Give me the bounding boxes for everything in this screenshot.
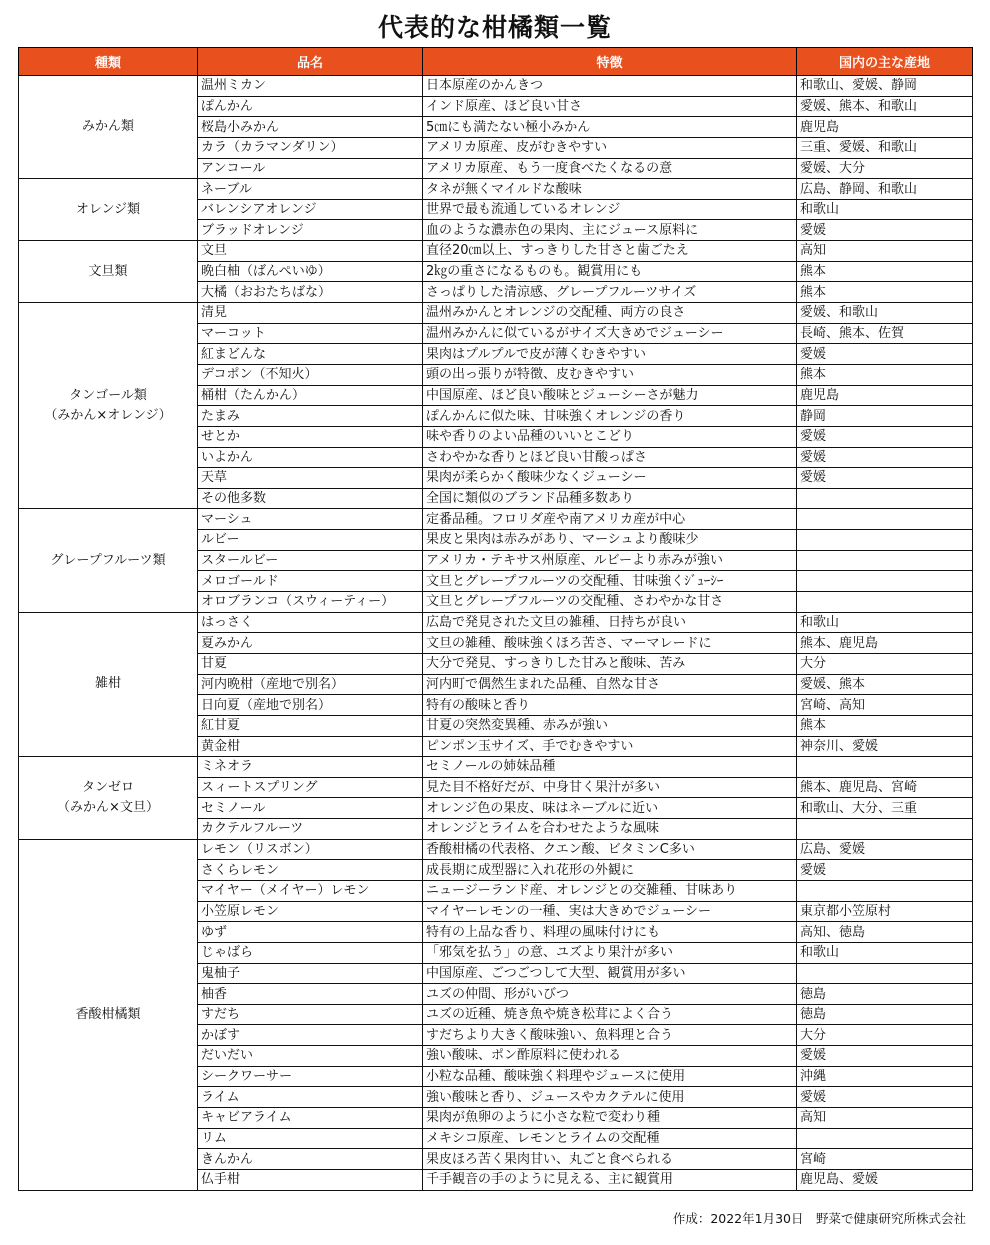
variety-cell: はっさく (198, 612, 423, 633)
header-features: 特徴 (423, 48, 797, 76)
variety-cell: キャビアライム (198, 1108, 423, 1129)
origin-cell: 愛媛 (797, 426, 973, 447)
origin-cell: 徳島 (797, 1004, 973, 1025)
category-cell (19, 303, 198, 509)
feature-cell: 特有の上品な香り、料理の風味付けにも (423, 922, 797, 943)
feature-cell: インド原産、ほど良い甘さ (423, 96, 797, 117)
origin-cell: 熊本 (797, 261, 973, 282)
variety-cell: 温州ミカン (198, 76, 423, 97)
category-name: 文旦類 (88, 263, 128, 279)
variety-cell: 柚香 (198, 984, 423, 1005)
category-cell (19, 839, 198, 1190)
variety-cell: 小笠原レモン (198, 901, 423, 922)
origin-cell: 和歌山 (797, 942, 973, 963)
variety-cell: ゆず (198, 922, 423, 943)
origin-cell: 高知 (797, 1108, 973, 1129)
feature-cell: 5㎝にも満たない極小みかん (423, 117, 797, 138)
header-type: 種類 (19, 48, 198, 76)
category-name: 香酸柑橘類 (75, 1006, 141, 1022)
category-cell (19, 76, 198, 179)
variety-cell: すだち (198, 1004, 423, 1025)
category-name: グレープフルーツ類 (50, 552, 166, 568)
feature-cell: ニュージーランド産、オレンジとの交雑種、甘味あり (423, 880, 797, 901)
origin-cell: 徳島 (797, 984, 973, 1005)
variety-cell: レモン（リスボン） (198, 839, 423, 860)
feature-cell: 大分で発見、すっきりした甘みと酸味、苦み (423, 653, 797, 674)
feature-cell: 温州みかんとオレンジの交配種、両方の良さ (423, 303, 797, 324)
variety-cell: デコポン（不知火） (198, 364, 423, 385)
origin-cell: 大分 (797, 653, 973, 674)
feature-cell: 香酸柑橘の代表格、クエン酸、ビタミンC多い (423, 839, 797, 860)
variety-cell: 鬼柚子 (198, 963, 423, 984)
origin-cell (797, 757, 973, 778)
variety-cell: 紅甘夏 (198, 715, 423, 736)
variety-cell: きんかん (198, 1149, 423, 1170)
variety-cell: ネーブル (198, 179, 423, 200)
origin-cell: 和歌山、大分、三重 (797, 798, 973, 819)
feature-cell: 強い酸味と香り、ジュースやカクテルに使用 (423, 1087, 797, 1108)
variety-cell: ルビー (198, 530, 423, 551)
feature-cell: アメリカ原産、もう一度食べたくなるの意 (423, 158, 797, 179)
feature-cell: 頭の出っ張りが特徴、皮むきやすい (423, 364, 797, 385)
variety-cell: マイヤー（メイヤー）レモン (198, 880, 423, 901)
variety-cell: 大橘（おおたちばな） (198, 282, 423, 303)
variety-cell: じゃばら (198, 942, 423, 963)
category-name: みかん類 (81, 119, 134, 135)
table-row (19, 612, 973, 633)
feature-cell: 甘夏の突然変異種、赤みが強い (423, 715, 797, 736)
variety-cell: 夏みかん (198, 633, 423, 654)
origin-cell: 沖縄 (797, 1066, 973, 1087)
feature-cell: さっぱりした清涼感、グレープフルーツサイズ (423, 282, 797, 303)
variety-cell: いよかん (198, 447, 423, 468)
variety-cell: 天草 (198, 468, 423, 489)
category-name: オレンジ類 (75, 201, 141, 217)
feature-cell: 強い酸味、ポン酢原料に使われる (423, 1046, 797, 1067)
variety-cell: 紅まどんな (198, 344, 423, 365)
origin-cell: 長崎、熊本、佐賀 (797, 323, 973, 344)
feature-cell: 千手観音の手のように見える、主に観賞用 (423, 1169, 797, 1190)
variety-cell: 桶柑（たんかん） (198, 385, 423, 406)
variety-cell: ライム (198, 1087, 423, 1108)
feature-cell: 温州みかんに似ているがサイズ大きめでジューシー (423, 323, 797, 344)
origin-cell: 熊本、鹿児島 (797, 633, 973, 654)
header-variety: 品名 (198, 48, 423, 76)
origin-cell: 広島、愛媛 (797, 839, 973, 860)
variety-cell: 文旦 (198, 241, 423, 262)
category-cell (19, 612, 198, 756)
variety-cell: 桜島小みかん (198, 117, 423, 138)
variety-cell: マーシュ (198, 509, 423, 530)
feature-cell: オレンジ色の果皮、味はネーブルに近い (423, 798, 797, 819)
category-name: タンゴール類 (69, 387, 147, 403)
feature-cell: ユズの仲間、形がいびつ (423, 984, 797, 1005)
origin-cell: 愛媛、熊本 (797, 674, 973, 695)
origin-cell: 愛媛 (797, 447, 973, 468)
feature-cell: アメリカ原産、皮がむきやすい (423, 137, 797, 158)
feature-cell: ピンポン玉サイズ、手でむきやすい (423, 736, 797, 757)
feature-cell: オレンジとライムを合わせたような風味 (423, 819, 797, 840)
variety-cell: 日向夏（産地で別名） (198, 695, 423, 716)
feature-cell: 日本原産のかんきつ (423, 76, 797, 97)
citrus-table (18, 47, 973, 1191)
variety-cell: バレンシアオレンジ (198, 199, 423, 220)
feature-cell: 文旦とグレープフルーツの交配種、さわやかな甘さ (423, 592, 797, 613)
origin-cell: 和歌山 (797, 612, 973, 633)
variety-cell: ぽんかん (198, 96, 423, 117)
origin-cell: 宮崎、高知 (797, 695, 973, 716)
category-cell (19, 757, 198, 840)
feature-cell: 果肉が柔らかく酸味少なくジューシー (423, 468, 797, 489)
variety-cell: オロブランコ（スウィーティー） (198, 592, 423, 613)
category-cell (19, 179, 198, 241)
category-name: 雑柑 (94, 676, 121, 692)
feature-cell: セミノールの姉妹品種 (423, 757, 797, 778)
feature-cell: 成長期に成型器に入れ花形の外観に (423, 860, 797, 881)
origin-cell: 熊本 (797, 364, 973, 385)
origin-cell: 和歌山、愛媛、静岡 (797, 76, 973, 97)
variety-cell: 黄金柑 (198, 736, 423, 757)
variety-cell: カクテルフルーツ (198, 819, 423, 840)
variety-cell: その他多数 (198, 488, 423, 509)
variety-cell: たまみ (198, 406, 423, 427)
origin-cell: 鹿児島 (797, 385, 973, 406)
feature-cell: 文旦の雑種、酸味強くほろ苦さ、マーマレードに (423, 633, 797, 654)
variety-cell: 仏手柑 (198, 1169, 423, 1190)
feature-cell: 全国に類似のブランド品種多数あり (423, 488, 797, 509)
origin-cell: 熊本 (797, 715, 973, 736)
feature-cell: 小粒な品種、酸味強く料理やジュースに使用 (423, 1066, 797, 1087)
origin-cell (797, 488, 973, 509)
table-row (19, 303, 973, 324)
variety-cell: スタールビー (198, 550, 423, 571)
feature-cell: 広島で発見された文旦の雑種、日持ちが良い (423, 612, 797, 633)
table-header-row (19, 48, 973, 76)
origin-cell: 三重、愛媛、和歌山 (797, 137, 973, 158)
origin-cell (797, 819, 973, 840)
variety-cell: かぼす (198, 1025, 423, 1046)
feature-cell: メキシコ原産、レモンとライムの交配種 (423, 1128, 797, 1149)
feature-cell: ユズの近種、焼き魚や焼き松茸によく合う (423, 1004, 797, 1025)
category-name: （みかん×オレンジ） (44, 407, 172, 423)
origin-cell: 熊本、鹿児島、宮崎 (797, 777, 973, 798)
origin-cell: 広島、静岡、和歌山 (797, 179, 973, 200)
origin-cell: 鹿児島 (797, 117, 973, 138)
feature-cell: 中国原産、ごつごつして大型、観賞用が多い (423, 963, 797, 984)
feature-cell: タネが無くマイルドな酸味 (423, 179, 797, 200)
header-origin: 国内の主な産地 (797, 48, 973, 76)
feature-cell: 特有の酸味と香り (423, 695, 797, 716)
origin-cell (797, 509, 973, 530)
variety-cell: だいだい (198, 1046, 423, 1067)
origin-cell: 愛媛、和歌山 (797, 303, 973, 324)
variety-cell: アンコール (198, 158, 423, 179)
origin-cell: 愛媛、大分 (797, 158, 973, 179)
origin-cell: 愛媛 (797, 1087, 973, 1108)
origin-cell: 愛媛、熊本、和歌山 (797, 96, 973, 117)
feature-cell: 血のような濃赤色の果肉、主にジュース原料に (423, 220, 797, 241)
origin-cell: 和歌山 (797, 199, 973, 220)
footer-credit: 作成：2022年1月30日 野菜で健康研究所株式会社 (672, 1211, 966, 1226)
origin-cell (797, 963, 973, 984)
variety-cell: ブラッドオレンジ (198, 220, 423, 241)
origin-cell: 神奈川、愛媛 (797, 736, 973, 757)
feature-cell: ぽんかんに似た味、甘味強くオレンジの香り (423, 406, 797, 427)
variety-cell: ミネオラ (198, 757, 423, 778)
page-title: 代表的な柑橘類一覧 (377, 13, 612, 42)
table-row (19, 509, 973, 530)
category-name: タンゼロ (81, 779, 134, 795)
variety-cell: カラ（カラマンダリン） (198, 137, 423, 158)
feature-cell: 中国原産、ほど良い酸味とジューシーさが魅力 (423, 385, 797, 406)
variety-cell: リム (198, 1128, 423, 1149)
origin-cell: 宮崎 (797, 1149, 973, 1170)
feature-cell: さわやかな香りとほど良い甘酸っぱさ (423, 447, 797, 468)
category-cell (19, 241, 198, 303)
table-row (19, 839, 973, 860)
feature-cell: 2㎏の重さになるものも。観賞用にも (423, 261, 797, 282)
origin-cell: 愛媛 (797, 468, 973, 489)
variety-cell: せとか (198, 426, 423, 447)
feature-cell: 河内町で偶然生まれた品種、自然な甘さ (423, 674, 797, 695)
category-cell (19, 509, 198, 612)
origin-cell: 大分 (797, 1025, 973, 1046)
origin-cell: 愛媛 (797, 860, 973, 881)
feature-cell: アメリカ・テキサス州原産、ルビーより赤みが強い (423, 550, 797, 571)
variety-cell: 清見 (198, 303, 423, 324)
feature-cell: すだちより大きく酸味強い、魚料理と合う (423, 1025, 797, 1046)
origin-cell: 熊本 (797, 282, 973, 303)
origin-cell (797, 530, 973, 551)
feature-cell: 味や香りのよい品種のいいとこどり (423, 426, 797, 447)
origin-cell (797, 571, 973, 592)
origin-cell (797, 1128, 973, 1149)
feature-cell: 世界で最も流通しているオレンジ (423, 199, 797, 220)
variety-cell: 甘夏 (198, 653, 423, 674)
origin-cell: 静岡 (797, 406, 973, 427)
table-body (19, 76, 973, 1191)
origin-cell (797, 550, 973, 571)
origin-cell: 愛媛 (797, 1046, 973, 1067)
feature-cell: 果皮ほろ苦く果肉甘い、丸ごと食べられる (423, 1149, 797, 1170)
feature-cell: 果皮と果肉は赤みがあり、マーシュより酸味少 (423, 530, 797, 551)
category-name: （みかん×文旦） (57, 799, 159, 815)
variety-cell: スィートスプリング (198, 777, 423, 798)
variety-cell: さくらレモン (198, 860, 423, 881)
variety-cell: シークワーサー (198, 1066, 423, 1087)
origin-cell: 愛媛 (797, 220, 973, 241)
feature-cell: 見た目不格好だが、中身甘く果汁が多い (423, 777, 797, 798)
table-row (19, 241, 973, 262)
table-row (19, 757, 973, 778)
variety-cell: セミノール (198, 798, 423, 819)
feature-cell: 果肉はプルプルで皮が薄くむきやすい (423, 344, 797, 365)
variety-cell: メロゴールド (198, 571, 423, 592)
origin-cell (797, 592, 973, 613)
variety-cell: 晩白柚（ばんぺいゆ） (198, 261, 423, 282)
variety-cell: 河内晩柑（産地で別名） (198, 674, 423, 695)
feature-cell: マイヤーレモンの一種、実は大きめでジューシー (423, 901, 797, 922)
origin-cell (797, 880, 973, 901)
feature-cell: 「邪気を払う」の意、ユズより果汁が多い (423, 942, 797, 963)
feature-cell: 直径20㎝以上、すっきりした甘さと歯ごたえ (423, 241, 797, 262)
origin-cell: 鹿児島、愛媛 (797, 1169, 973, 1190)
origin-cell: 愛媛 (797, 344, 973, 365)
origin-cell: 高知 (797, 241, 973, 262)
origin-cell: 東京都小笠原村 (797, 901, 973, 922)
variety-cell: マーコット (198, 323, 423, 344)
table-row (19, 76, 973, 97)
origin-cell: 高知、徳島 (797, 922, 973, 943)
feature-cell: 果肉が魚卵のように小さな粒で変わり種 (423, 1108, 797, 1129)
table-row (19, 179, 973, 200)
feature-cell: 文旦とグレープフルーツの交配種、甘味強くｼﾞｭｰｼｰ (423, 571, 797, 592)
feature-cell: 定番品種。フロリダ産や南アメリカ産が中心 (423, 509, 797, 530)
